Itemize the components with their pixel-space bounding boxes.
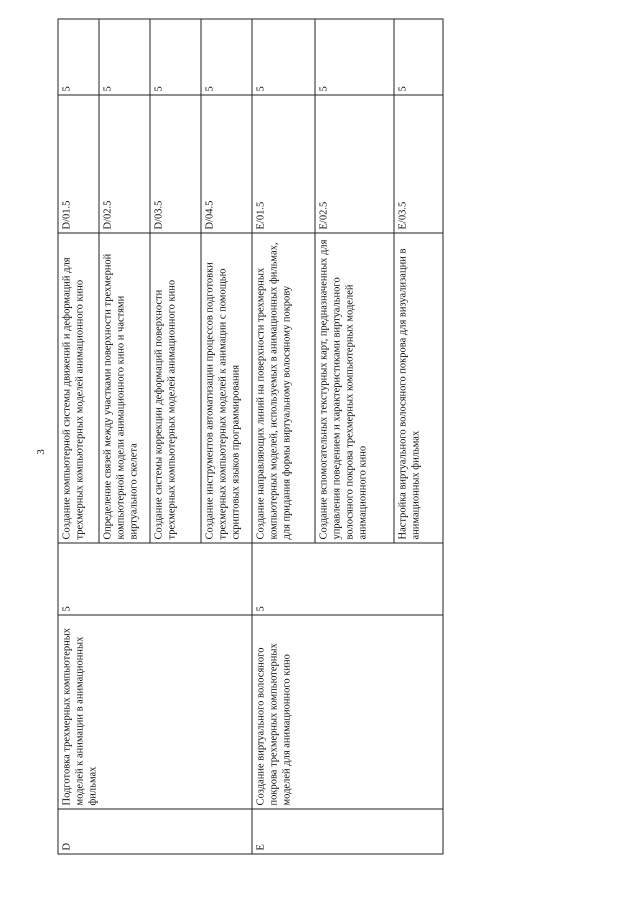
table-row bbox=[252, 19, 315, 854]
task-name: Создание вспомогательных текстурных карт, предназначенных для управления поведением и характеристиками виртуального волосяного покрова трехмерных компьютерных моделей анимационного кино bbox=[315, 233, 394, 543]
task-code: E/03.5 bbox=[394, 95, 443, 233]
task-name: Настройка виртуального волосяного покрова для визуализации в анимационных фильмах bbox=[394, 233, 443, 543]
task-level: 5 bbox=[99, 19, 150, 95]
function-level-d: 5 bbox=[58, 543, 252, 615]
function-code-e: E bbox=[252, 809, 443, 854]
task-name: Создание компьютерной системы движений и деформаций для трехмерных компьютерных моделей анимационного кино bbox=[58, 233, 99, 543]
task-code: E/01.5 bbox=[252, 95, 315, 233]
task-name: Создание инструментов автоматизации процессов подготовки трехмерных компьютерных моделей к анимации с помощью скриптовых языков программирования bbox=[201, 233, 252, 543]
task-code: D/03.5 bbox=[150, 95, 201, 233]
task-level: 5 bbox=[201, 19, 252, 95]
task-code: E/02.5 bbox=[315, 95, 394, 233]
function-code-d: D bbox=[58, 809, 252, 854]
function-level-e: 5 bbox=[252, 543, 443, 615]
table-row bbox=[58, 19, 99, 854]
task-level: 5 bbox=[315, 19, 394, 95]
task-level: 5 bbox=[150, 19, 201, 95]
task-level: 5 bbox=[252, 19, 315, 95]
task-code: D/02.5 bbox=[99, 95, 150, 233]
function-title-d: Подготовка трехмерных компьютерных моделей к анимации в анимационных фильмах bbox=[58, 615, 252, 809]
task-name: Определение связей между участками поверхности трехмерной компьютерной модели анимационного кино и частями виртуального скелета bbox=[99, 233, 150, 543]
task-code: D/04.5 bbox=[201, 95, 252, 233]
task-level: 5 bbox=[394, 19, 443, 95]
page-number: 3 bbox=[34, 449, 47, 455]
function-title-e: Создание виртуального волосяного покрова трехмерных компьютерных моделей для анимационного кино bbox=[252, 615, 443, 809]
task-code: D/01.5 bbox=[58, 95, 99, 233]
functions-table-container bbox=[58, 62, 422, 855]
task-level: 5 bbox=[58, 19, 99, 95]
task-name: Создание системы коррекции деформаций поверхности трехмерных компьютерных моделей анимационного кино bbox=[150, 233, 201, 543]
functions-table bbox=[58, 19, 444, 855]
task-name: Создание направляющих линий на поверхности трехмерных компьютерных моделей, используемых в анимационных фильмах, для придания формы виртуальному волосяному покрову bbox=[252, 233, 315, 543]
